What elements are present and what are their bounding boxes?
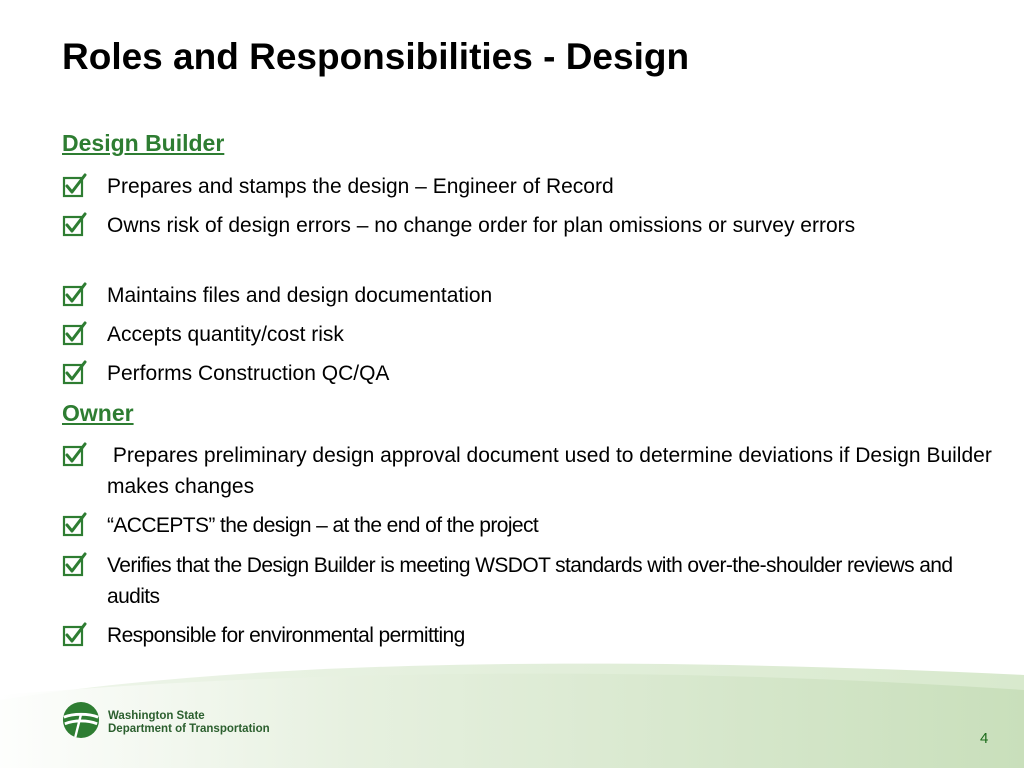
bullet-text: Prepares preliminary design approval document used to determine deviations if Design Builder makes changes xyxy=(107,444,998,498)
logo-line-2: Department of Transportation xyxy=(108,723,270,735)
slide-title: Roles and Responsibilities - Design xyxy=(62,36,690,77)
bullet-text: Owns risk of design errors – no change order for plan omissions or survey errors xyxy=(107,214,856,237)
bullet-text: Prepares and stamps the design – Engineer of Record xyxy=(107,175,614,198)
checkbox-checked-icon xyxy=(62,321,88,347)
bullet-item xyxy=(62,319,1002,350)
checkbox-checked-icon xyxy=(62,360,88,386)
section-heading-design-builder: Design Builder xyxy=(62,130,225,156)
wsdot-logo-icon xyxy=(62,701,100,739)
bullet-text: Performs Construction QC/QA xyxy=(107,362,390,385)
bullet-item xyxy=(62,358,1002,389)
bullet-item xyxy=(62,510,1002,541)
bullet-text: Maintains files and design documentation xyxy=(107,284,493,307)
bullet-item xyxy=(62,280,1002,311)
bullet-item xyxy=(62,440,1002,502)
bullet-item xyxy=(62,620,1002,651)
checkbox-checked-icon xyxy=(62,442,88,468)
checkbox-checked-icon xyxy=(62,282,88,308)
bullet-text: Accepts quantity/cost risk xyxy=(107,323,344,346)
bullet-item xyxy=(62,550,1002,612)
bullet-item xyxy=(62,210,1002,241)
checkbox-checked-icon xyxy=(62,622,88,648)
bullet-text: Responsible for environmental permitting xyxy=(107,624,465,647)
bullet-item xyxy=(62,171,1002,202)
checkbox-checked-icon xyxy=(62,212,88,238)
checkbox-checked-icon xyxy=(62,552,88,578)
page-number: 4 xyxy=(980,730,989,747)
checkbox-checked-icon xyxy=(62,173,88,199)
logo-line-1: Washington State xyxy=(108,710,205,722)
bullet-text: “ACCEPTS” the design – at the end of the project xyxy=(107,514,539,537)
bullet-text: Verifies that the Design Builder is meeting WSDOT standards with over-the-shoulder reviews and audits xyxy=(107,554,953,608)
wsdot-logo-text xyxy=(108,710,270,736)
checkbox-checked-icon xyxy=(62,512,88,538)
section-heading-owner: Owner xyxy=(62,400,134,426)
